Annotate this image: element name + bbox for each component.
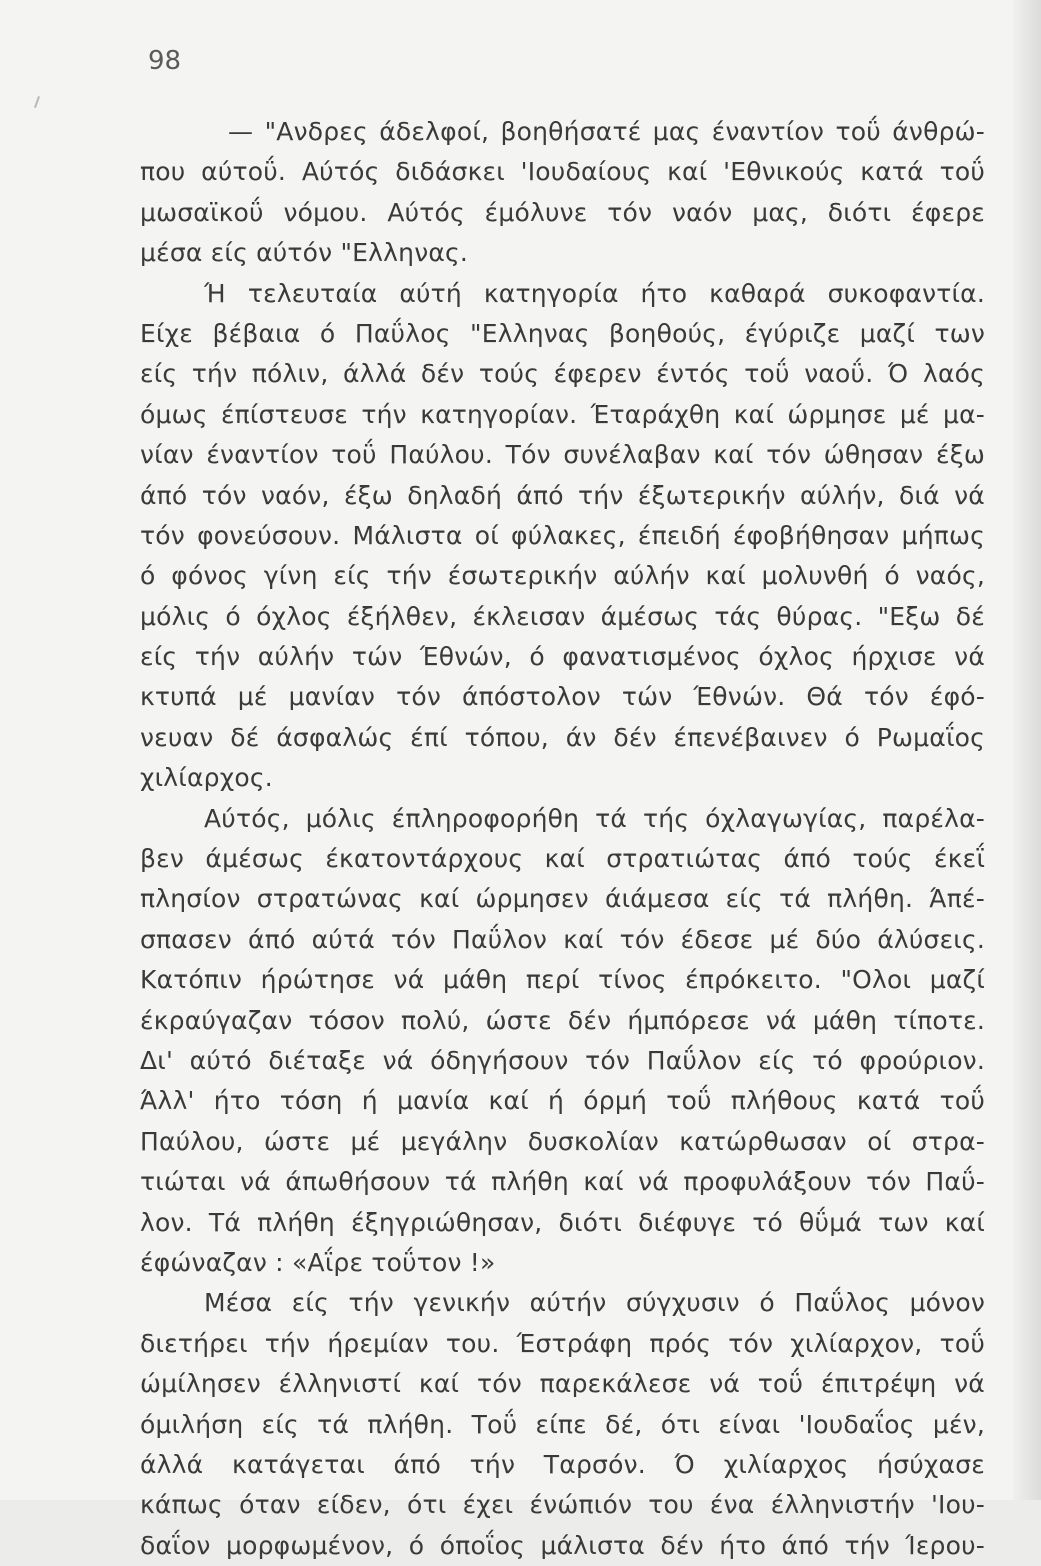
text-line: — "Ανδρες άδελφοί, βοηθήσατέ μας έναντίον τοΰ άνθρώ-: [228, 117, 985, 146]
text-line: που αύτοΰ. Αύτός διδάσκει 'Ιουδαίους καί 'Εθνικούς κατά τοΰ: [140, 157, 985, 187]
text-line: Μέσα είς τήν γενικήν αύτήν σύγχυσιν ό Παΰλος μόνον: [204, 1288, 985, 1318]
text-line: Δι' αύτό διέταξε νά όδηγήσουν τόν Παΰλον είς τό φρούριον.: [140, 1045, 985, 1075]
text-line: χιλίαρχος.: [140, 763, 273, 793]
text-line: κτυπά μέ μανίαν τόν άπόστολον τών Έθνών. Θά τόν έφό-: [140, 682, 985, 712]
text-line: βεν άμέσως έκατοντάρχους καί στρατιώτας άπό τούς έκεΐ: [140, 844, 985, 874]
text-line: μωσαϊκοΰ νόμου. Αύτός έμόλυνε τόν ναόν μας, διότι έφερε: [140, 197, 985, 227]
text-line: ό φόνος γίνη είς τήν έσωτερικήν αύλήν καί μολυνθή ό ναός,: [140, 561, 985, 591]
text-line: είς τήν αύλήν τών Έθνών, ό φανατισμένος όχλος ήρχισε νά: [140, 642, 985, 672]
text-line: πλησίον στρατώνας καί ώρμησεν άιάμεσα είς τά πλήθη. Άπέ-: [140, 884, 985, 914]
text-line: Άλλ' ήτο τόση ή μανία καί ή όρμή τοΰ πλήθους κατά τοΰ: [140, 1086, 985, 1116]
text-line: ώμίλησεν έλληνιστί καί τόν παρεκάλεσε νά τοΰ έπιτρέψη νά: [140, 1369, 985, 1399]
text-line: τιώται νά άπωθήσουν τά πλήθη καί νά προφυλάξουν τόν Παΰ-: [140, 1167, 985, 1197]
text-line: δαΐον μορφωμένον, ό όποΐος μάλιστα δέν ήτο άπό τήν Ίερου-: [140, 1530, 985, 1560]
text-line: σπασεν άπό αύτά τόν Παΰλον καί τόν έδεσε μέ δύο άλύσεις.: [140, 924, 985, 954]
body-text: [140, 112, 985, 1566]
text-line: έφώναζαν : «Αΐρε τοΰτον !»: [140, 1247, 496, 1277]
text-line: όμως έπίστευσε τήν κατηγορίαν. Έταράχθη καί ώρμησε μέ μα-: [140, 399, 985, 429]
text-line: έκραύγαζαν τόσον πολύ, ώστε δέν ήμπόρεσε νά μάθη τίποτε.: [140, 1005, 985, 1035]
text-line: νευαν δέ άσφαλώς έπί τόπου, άν δέν έπενέβαινεν ό Ρωμαΐος: [140, 722, 985, 752]
text-line: Παύλου, ώστε μέ μεγάλην δυσκολίαν κατώρθωσαν οί στρα-: [140, 1126, 985, 1156]
text-line: λον. Τά πλήθη έξηγριώθησαν, διότι διέφυγε τό θΰμά των καί: [140, 1207, 985, 1237]
text-line: Είχε βέβαια ό Παΰλος "Ελληνας βοηθούς, έγύριζε μαζί των: [140, 318, 985, 348]
text-line: μέσα είς αύτόν "Ελληνας.: [140, 238, 469, 268]
text-line: είς τήν πόλιν, άλλά δέν τούς έφερεν έντός τοΰ ναοΰ. Ό λαός: [140, 359, 985, 389]
text-line: νίαν έναντίον τοΰ Παύλου. Τόν συνέλαβαν καί τόν ώθησαν έξω: [140, 440, 985, 470]
text-line: τόν φονεύσουν. Μάλιστα οί φύλακες, έπειδή έφοβήθησαν μήπως: [140, 520, 985, 550]
page-edge-shadow: [1013, 0, 1041, 1500]
text-line: όμιλήση είς τά πλήθη. Τοΰ είπε δέ, ότι είναι 'Ιουδαΐος μέν,: [140, 1409, 985, 1439]
text-line: κάπως όταν είδεν, ότι έχει ένώπιόν του ένα έλληνιστήν 'Ιου-: [140, 1490, 985, 1520]
text-line: διετήρει τήν ήρεμίαν του. Έστράφη πρός τόν χιλίαρχον, τοΰ: [140, 1328, 985, 1358]
text-line: άλλά κατάγεται άπό τήν Ταρσόν. Ό χιλίαρχος ήσύχασε: [140, 1449, 985, 1479]
page-number: 98: [148, 46, 182, 76]
text-line: Ή τελευταία αύτή κατηγορία ήτο καθαρά συκοφαντία.: [204, 278, 985, 308]
text-line: Κατόπιν ήρώτησε νά μάθη περί τίνος έπρόκειτο. "Ολοι μαζί: [140, 965, 985, 995]
text-line: Αύτός, μόλις έπληροφορήθη τά τής όχλαγωγίας, παρέλα-: [204, 803, 985, 833]
text-line: μόλις ό όχλος έξήλθεν, έκλεισαν άμέσως τάς θύρας. "Εξω δέ: [140, 601, 985, 631]
paper-speck: [34, 96, 40, 108]
text-line: άπό τόν ναόν, έξω δηλαδή άπό τήν έξωτερικήν αύλήν, διά νά: [140, 480, 985, 510]
